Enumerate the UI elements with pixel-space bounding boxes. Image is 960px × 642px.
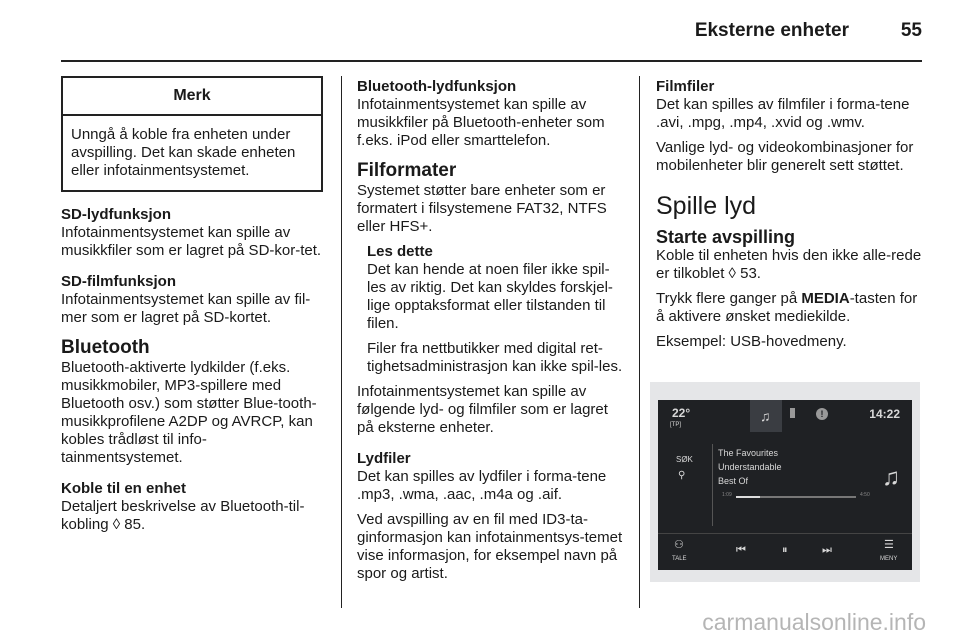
audio-files-heading: Lydfiler [357,450,411,467]
screen-separator [712,444,713,526]
column-divider-2 [639,76,640,608]
formats-heading: Filformater [357,160,457,181]
audio-files-text-2: Ved avspilling av en fil med ID3-ta-ginformasjon kan infotainmentsys-temet vise informasjon, for eksempel navn på spor og artist. [357,511,623,582]
watermark: carmanualsonline.info [702,609,926,635]
search-icon[interactable]: ⚲ [678,470,686,481]
temperature: 22° [672,406,691,420]
time-end: 4:50 [860,492,870,498]
info-icon[interactable]: ! [816,408,828,420]
bluetooth-heading: Bluetooth [61,337,150,358]
column-divider-1 [341,76,342,608]
progress-bar[interactable] [736,496,856,498]
media-key: MEDIA [801,290,850,307]
next-icon[interactable]: ⏭ [822,544,832,556]
read-text-2: Filer fra nettbutikker med digital ret-tighetsadministrasjon kan ikke spil-les. [367,340,623,375]
connect-heading: Koble til en enhet [61,480,187,497]
device-icon[interactable] [790,408,795,418]
tp-indicator: [TP] [670,422,682,428]
note-box [61,76,323,192]
pause-icon[interactable]: ⏸ [782,544,788,556]
start-text: Koble til enheten hvis den ikke alle-rede er tilkoblet ◊ 53. [656,247,922,282]
search-label[interactable]: SØK [676,455,693,464]
start-heading: Starte avspilling [656,227,796,247]
track-line-3: Best Of [718,476,749,486]
header-rule [61,60,922,62]
header-title: Eksterne enheter [694,20,849,41]
bt-audio-heading: Bluetooth-lydfunksjon [357,78,517,95]
clock: 14:22 [869,407,900,421]
play-heading: Spille lyd [656,192,757,220]
display-screen [658,400,912,570]
column-1 [61,78,323,541]
sd-audio-heading: SD-lydfunksjon [61,206,172,223]
track-line-1: The Favourites [718,448,779,458]
talk-label[interactable]: TALE [672,556,687,562]
column-3 [656,78,924,358]
sd-audio-text: Infotainmentsystemet kan spille av musikkfiler som er lagret på SD-kor-tet. [61,224,322,259]
film-text-1: Det kan spilles av filmfiler i forma-tene .avi, .mpg, .mp4, .xvid og .wmv. [656,96,910,131]
example-text: Eksempel: USB-hovedmeny. [656,333,847,350]
note-title: Merk [63,78,321,116]
film-text-2: Vanlige lyd- og videokombinasjoner for mobilenheter blir generelt sett støttet. [656,139,914,174]
read-text-1: Det kan hende at noen filer ikke spil-les av riktig. Det kan skyldes forskjel-lige opptaksformat eller tilstanden til filen. [367,261,613,332]
press-text: Trykk flere ganger på MEDIA-tasten for å aktivere ønsket mediekilde. [656,290,918,325]
control-bar [658,533,912,570]
column-2 [357,78,623,590]
usb-main-menu-screenshot [650,382,920,582]
formats-text: Systemet støtter bare enheter som er formatert i filsystemene FAT32, NTFS eller HFS+. [357,182,607,235]
menu-icon[interactable]: ☰ [884,539,894,551]
connect-text: Detaljert beskrivelse av Bluetooth-til-kobling ◊ 85. [61,498,305,533]
read-heading: Les dette [367,243,433,260]
bt-audio-text: Infotainmentsystemet kan spille av musikkfiler på Bluetooth-enheter som f.eks. iPod eller smarttelefon. [357,96,605,149]
album-art-icon: ♫ [882,464,900,491]
sd-film-text: Infotainmentsystemet kan spille av fil-mer som er lagret på SD-kortet. [61,291,311,326]
track-line-2: Understandable [718,462,782,472]
page-number: 55 [900,20,922,41]
film-heading: Filmfiler [656,78,715,95]
audio-files-text-1: Det kan spilles av lydfiler i forma-tene .mp3, .wma, .aac, .m4a og .aif. [357,468,607,503]
menu-label[interactable]: MENY [880,556,898,562]
music-note-icon[interactable]: ♫ [760,408,771,424]
note-body: Unngå å koble fra enheten under avspilling. Det kan skade enheten eller infotainmentsystemet. [71,126,296,179]
voice-icon[interactable]: ⚇ [674,539,684,551]
sd-film-heading: SD-filmfunksjon [61,273,176,290]
previous-icon[interactable]: ⏮ [736,544,746,556]
info-text: Infotainmentsystemet kan spille av følgende lyd- og filmfiler som er lagret på eksterne enheter. [357,383,608,436]
time-start: 1:09 [722,492,732,498]
bluetooth-text: Bluetooth-aktiverte lydkilder (f.eks. musikkmobiler, MP3-spillere med Bluetooth osv.) som støtter Blue-tooth-musikkprofilene A2DP og AVRCP, kan kobles trådløst til info-tainmentsystemet. [61,359,317,466]
